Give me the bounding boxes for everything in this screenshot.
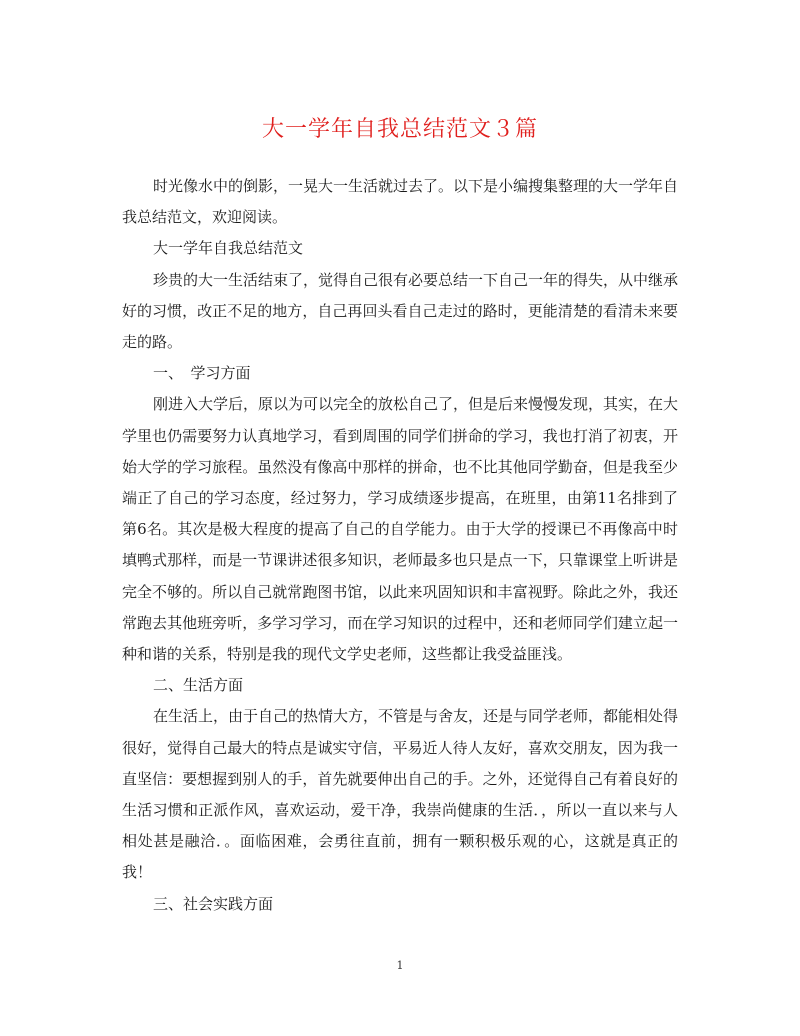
section-heading-life: 二、生活方面 bbox=[153, 676, 244, 695]
section-heading-essay: 大一学年自我总结范文 bbox=[153, 239, 304, 258]
document-title: 大一学年自我总结范文３篇 bbox=[261, 116, 538, 142]
page-number: 1 bbox=[396, 959, 404, 972]
section-heading-practice: 三、社会实践方面 bbox=[153, 894, 274, 913]
study-paragraph: 刚进入大学后，原以为可以完全的放松自己了，但是后来慢慢发现，其实，在大学里也仍需要努力认真地学习，看到周围的同学们拼命的学习，我也打消了初衷，开始大学的学习旅程。虽然没有像高中那样的拼命，也不比其他同学勤奋，但是我至少端正了自己的学习态度，经过努力，学习成绩逐步提高，在班里，由第11名排到了第6名。其次是极大程度的提高了自己的自学能力。由于大学的授课已不再像高中时填鸭式那样，而是一节课讲述很多知识，老师最多也只是点一下，只靠课堂上听讲是完全不够的。所以自己就常跑图书馆，以此来巩固知识和丰富视野。除此之外，我还常跑去其他班旁听，多学习学习，而在学习知识的过程中，还和老师同学们建立起一种和谐的关系，特别是我的现代文学史老师，这些都让我受益匪浅。 bbox=[122, 395, 679, 664]
section-heading-study: 一、 学习方面 bbox=[153, 364, 251, 383]
document-body bbox=[122, 171, 678, 920]
opening-paragraph: 珍贵的大一生活结束了，觉得自己很有必要总结一下自己一年的得失，从中继承好的习惯，改正不足的地方，自己再回头看自己走过的路时，更能清楚的看清未来要走的路。 bbox=[122, 270, 679, 352]
intro-paragraph: 时光像水中的倒影，一晃大一生活就过去了。以下是小编搜集整理的大一学年自我总结范文，欢迎阅读。 bbox=[122, 177, 679, 227]
life-paragraph: 在生活上，由于自己的热情大方，不管是与舍友，还是与同学老师，都能相处得很好，觉得自己最大的特点是诚实守信，平易近人待人友好，喜欢交朋友，因为我一直坚信：要想握到别人的手，首先就要伸出自己的手。之外，还觉得自己有着良好的生活习惯和正派作风，喜欢运动，爱干净，我崇尚健康的生活．，所以一直以来与人相处甚是融洽．。面临困难，会勇往直前，拥有一颗积极乐观的心，这就是真正的我！ bbox=[122, 707, 679, 882]
